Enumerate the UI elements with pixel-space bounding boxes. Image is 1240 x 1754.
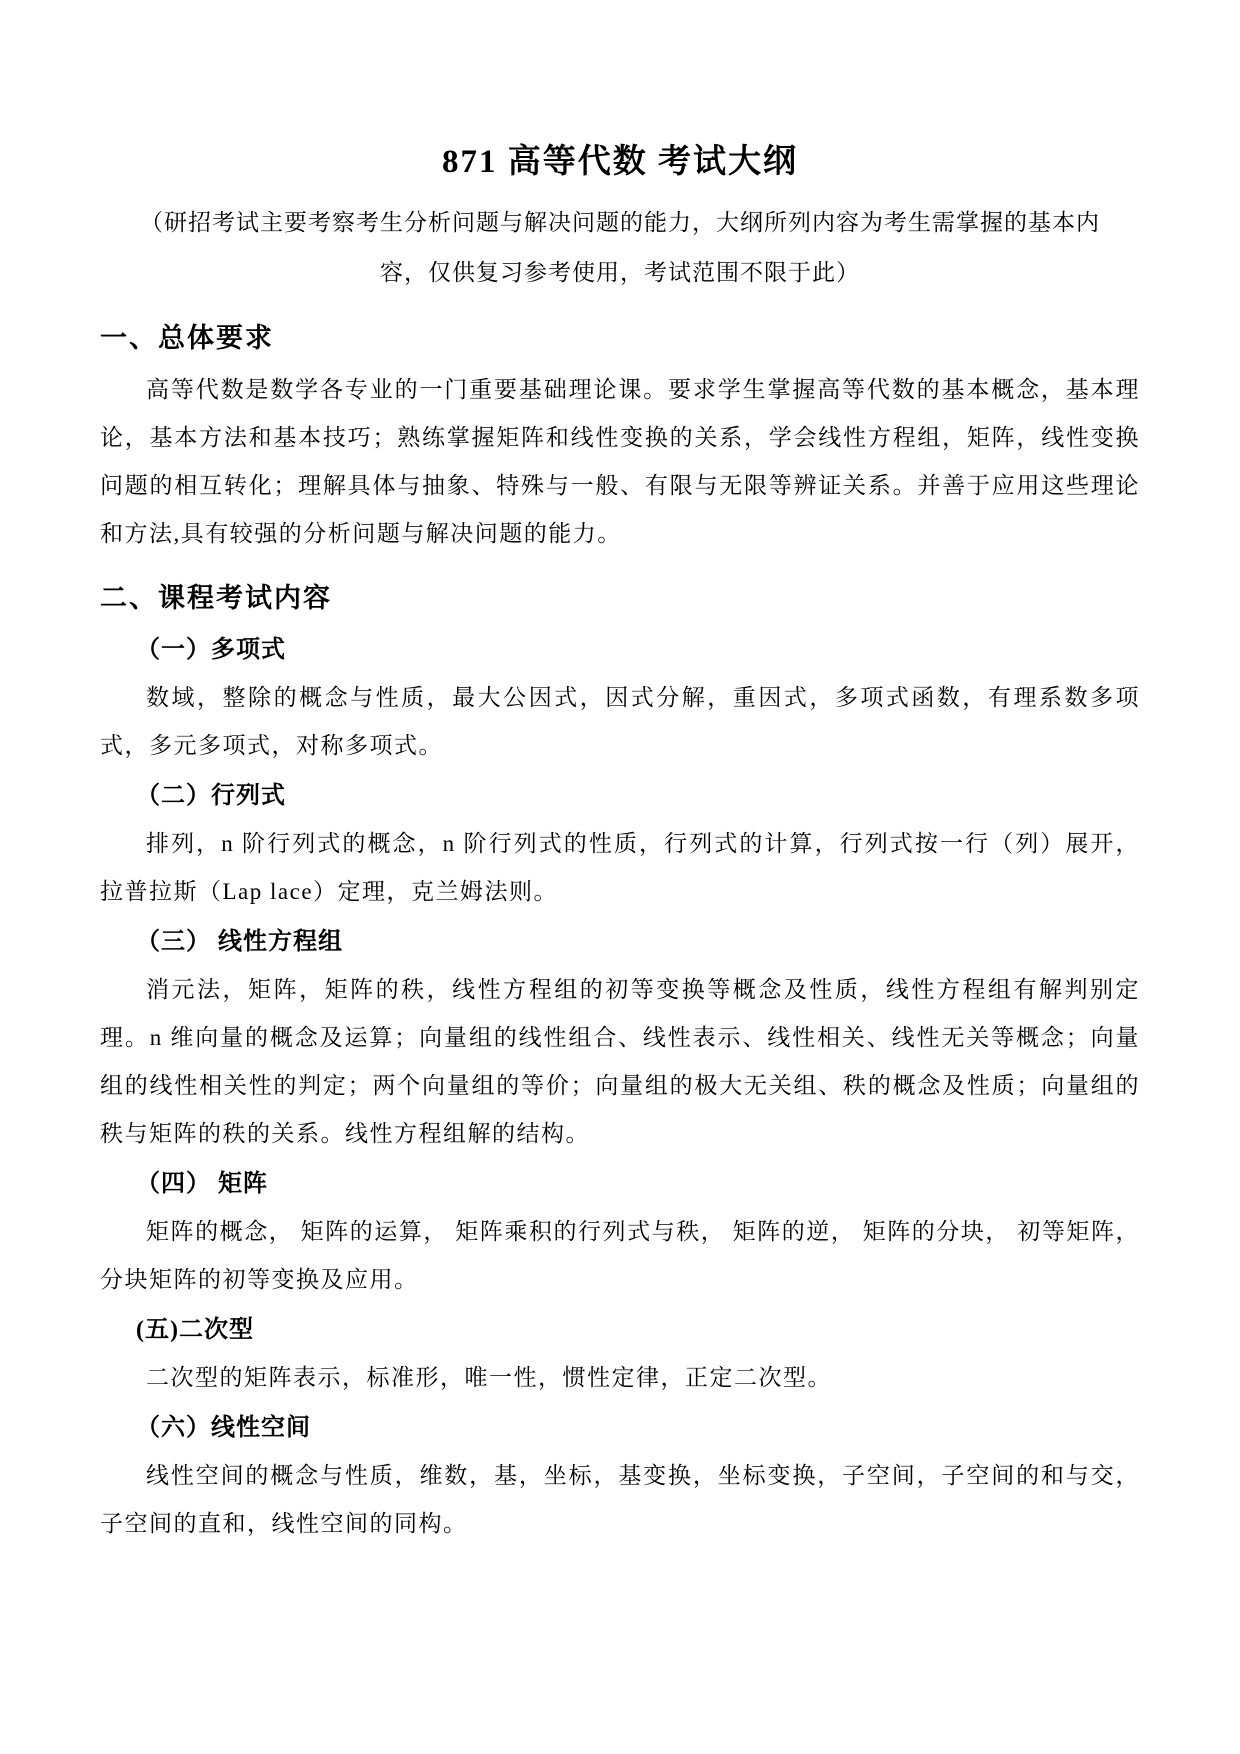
subsection-heading-polynomials: （一）多项式 bbox=[136, 637, 286, 663]
document-title: 871 高等代数 考试大纲 bbox=[442, 144, 798, 180]
subsection-heading-matrices: （四） 矩阵 bbox=[136, 1171, 268, 1197]
subtitle-line-1: （研招考试主要考察考生分析问题与解决问题的能力，大纲所列内容为考生需掌握的基本内 bbox=[140, 210, 1100, 235]
subsection-heading-quadratic-forms: (五)二次型 bbox=[136, 1317, 254, 1343]
section-exam-content bbox=[100, 580, 1140, 1548]
section-1-paragraph: 高等代数是数学各专业的一门重要基础理论课。要求学生掌握高等代数的基本概念，基本理论，基本方法和基本技巧；熟练掌握矩阵和线性变换的关系，学会线性方程组，矩阵，线性变换问题的相互转化；理解具体与抽象、特殊与一般、有限与无限等辨证关系。并善于应用这些理论和方法,具有较强的分析问题与解决问题的能力。 bbox=[100, 377, 1140, 546]
subsection-text-quadratic-forms: 二次型的矩阵表示，标准形，唯一性，惯性定律，正定二次型。 bbox=[146, 1365, 832, 1390]
document-subtitle bbox=[100, 198, 1140, 298]
subsection-heading-determinants: （二）行列式 bbox=[136, 783, 286, 809]
subsection-text-linear-spaces: 线性空间的概念与性质，维数，基，坐标，基变换，坐标变换，子空间，子空间的和与交，子空间的直和，线性空间的同构。 bbox=[100, 1463, 1140, 1536]
subtitle-line-2: 容，仅供复习参考使用，考试范围不限于此） bbox=[380, 260, 860, 285]
section-overall-requirements bbox=[100, 320, 1140, 558]
subsection-heading-linear-equations: （三） 线性方程组 bbox=[136, 929, 343, 955]
subsection-text-determinants: 排列，n 阶行列式的概念，n 阶行列式的性质，行列式的计算，行列式按一行（列）展开，拉普拉斯（Lap lace）定理，克兰姆法则。 bbox=[100, 831, 1140, 904]
section-1-heading: 一、总体要求 bbox=[100, 323, 274, 353]
subsection-text-linear-equations: 消元法，矩阵，矩阵的秩，线性方程组的初等变换等概念及性质，线性方程组有解判别定理。n 维向量的概念及运算；向量组的线性组合、线性表示、线性相关、线性无关等概念；向量组的线性相关性的判定；两个向量组的等价；向量组的极大无关组、秩的概念及性质；向量组的秩与矩阵的秩的关系。线性方程组解的结构。 bbox=[100, 977, 1140, 1146]
subsection-heading-linear-spaces: （六）线性空间 bbox=[136, 1415, 311, 1441]
subsection-text-polynomials: 数域，整除的概念与性质，最大公因式，因式分解，重因式，多项式函数，有理系数多项式，多元多项式，对称多项式。 bbox=[100, 685, 1140, 758]
subsection-text-matrices: 矩阵的概念， 矩阵的运算， 矩阵乘积的行列式与秩， 矩阵的逆， 矩阵的分块， 初等矩阵，分块矩阵的初等变换及应用。 bbox=[100, 1219, 1140, 1292]
section-2-heading: 二、课程考试内容 bbox=[100, 583, 332, 613]
